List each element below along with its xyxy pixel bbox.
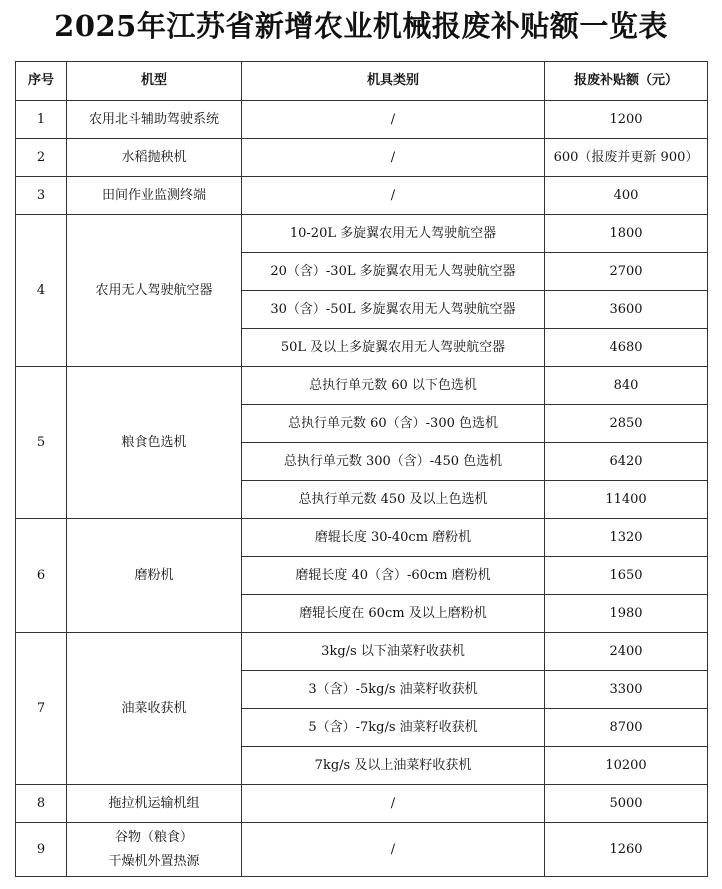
cell-type: 磨粉机	[67, 519, 242, 633]
cell-category: 7kg/s 及以上油菜籽收获机	[242, 747, 545, 785]
cell-no: 8	[16, 785, 67, 823]
cell-amount: 1650	[545, 557, 708, 595]
cell-type: 粮食色选机	[67, 367, 242, 519]
cell-amount: 600（报废并更新 900）	[545, 139, 708, 177]
table-row	[16, 367, 708, 405]
cell-type: 田间作业监测终端	[67, 177, 242, 215]
subsidy-table	[15, 61, 708, 877]
cell-amount: 2400	[545, 633, 708, 671]
table-row	[16, 785, 708, 823]
cell-amount: 4680	[545, 329, 708, 367]
cell-category: 总执行单元数 450 及以上色选机	[242, 481, 545, 519]
header-category: 机具类别	[242, 62, 545, 101]
cell-category: 3kg/s 以下油菜籽收获机	[242, 633, 545, 671]
cell-category: 10-20L 多旋翼农用无人驾驶航空器	[242, 215, 545, 253]
cell-amount: 10200	[545, 747, 708, 785]
cell-type: 油菜收获机	[67, 633, 242, 785]
cell-category: /	[242, 101, 545, 139]
cell-type: 水稻抛秧机	[67, 139, 242, 177]
cell-category: 50L 及以上多旋翼农用无人驾驶航空器	[242, 329, 545, 367]
cell-amount: 1800	[545, 215, 708, 253]
cell-amount: 1980	[545, 595, 708, 633]
cell-category: 总执行单元数 60 以下色选机	[242, 367, 545, 405]
cell-type	[67, 823, 242, 877]
cell-category: 磨辊长度在 60cm 及以上磨粉机	[242, 595, 545, 633]
cell-category: 5（含）-7kg/s 油菜籽收获机	[242, 709, 545, 747]
cell-category: 3（含）-5kg/s 油菜籽收获机	[242, 671, 545, 709]
cell-amount: 840	[545, 367, 708, 405]
cell-amount: 1200	[545, 101, 708, 139]
cell-no: 3	[16, 177, 67, 215]
cell-amount: 2700	[545, 253, 708, 291]
cell-amount: 2850	[545, 405, 708, 443]
header-no: 序号	[16, 62, 67, 101]
table-header-row	[16, 62, 708, 101]
table-row	[16, 139, 708, 177]
table-row	[16, 215, 708, 253]
table-row	[16, 633, 708, 671]
cell-amount: 6420	[545, 443, 708, 481]
cell-no: 1	[16, 101, 67, 139]
cell-amount: 400	[545, 177, 708, 215]
page-title: 2025年江苏省新增农业机械报废补贴额一览表	[54, 9, 668, 43]
cell-category: /	[242, 785, 545, 823]
cell-type-line: 干燥机外置热源	[108, 853, 200, 869]
cell-category: 30（含）-50L 多旋翼农用无人驾驶航空器	[242, 291, 545, 329]
cell-amount: 11400	[545, 481, 708, 519]
cell-type-line: 谷物（粮食）	[114, 829, 193, 845]
cell-amount: 5000	[545, 785, 708, 823]
cell-category: 20（含）-30L 多旋翼农用无人驾驶航空器	[242, 253, 545, 291]
cell-category: 总执行单元数 300（含）-450 色选机	[242, 443, 545, 481]
cell-type: 农用北斗辅助驾驶系统	[67, 101, 242, 139]
cell-amount: 1320	[545, 519, 708, 557]
table-row	[16, 519, 708, 557]
cell-no: 6	[16, 519, 67, 633]
table-row	[16, 823, 708, 877]
cell-type: 农用无人驾驶航空器	[67, 215, 242, 367]
cell-no: 4	[16, 215, 67, 367]
cell-no: 9	[16, 823, 67, 877]
table-row	[16, 177, 708, 215]
header-type: 机型	[67, 62, 242, 101]
cell-category: 磨辊长度 40（含）-60cm 磨粉机	[242, 557, 545, 595]
cell-no: 2	[16, 139, 67, 177]
table-row	[16, 101, 708, 139]
cell-category: /	[242, 177, 545, 215]
cell-amount: 3300	[545, 671, 708, 709]
cell-category: /	[242, 139, 545, 177]
header-amount: 报废补贴额（元）	[545, 62, 708, 101]
cell-amount: 1260	[545, 823, 708, 877]
cell-category: /	[242, 823, 545, 877]
cell-amount: 8700	[545, 709, 708, 747]
cell-category: 磨辊长度 30-40cm 磨粉机	[242, 519, 545, 557]
cell-no: 7	[16, 633, 67, 785]
cell-type: 拖拉机运输机组	[67, 785, 242, 823]
cell-no: 5	[16, 367, 67, 519]
cell-category: 总执行单元数 60（含）-300 色选机	[242, 405, 545, 443]
cell-amount: 3600	[545, 291, 708, 329]
